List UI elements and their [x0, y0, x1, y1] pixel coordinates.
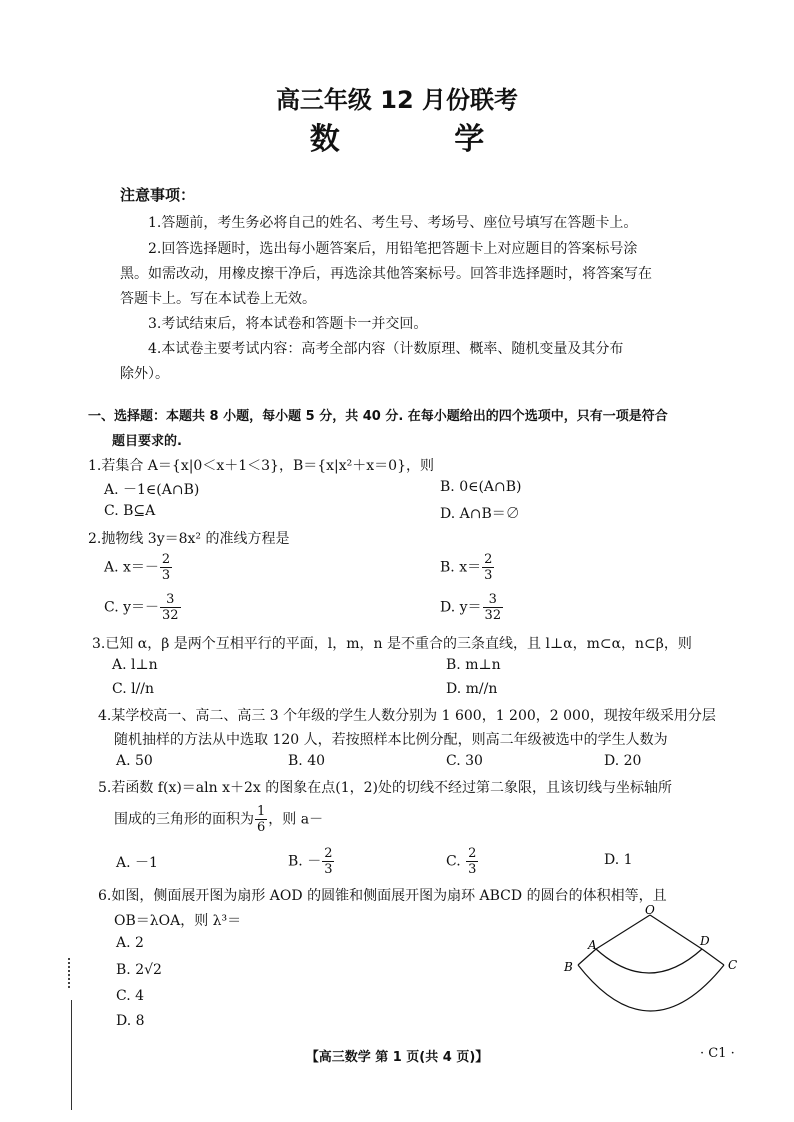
q1-option-a: A. －1∈(A∩B): [104, 482, 200, 498]
q5-stem-fraction: [255, 804, 267, 835]
q3-stem: 3.已知 α，β 是两个互相平行的平面，l，m，n 是不重合的三条直线，且 l⊥α，m⊂α，n⊂β，则: [92, 636, 692, 652]
note-2-line2: 黑。如需改动，用橡皮擦干净后，再选涂其他答案标号。回答非选择题时，将答案写在: [120, 266, 652, 282]
q4-option-d: D. 20: [604, 753, 642, 769]
sector-ring-figure: [556, 905, 746, 1035]
q5-option-c-prefix: C.: [446, 853, 466, 870]
q2-option-c: [104, 592, 182, 623]
q5-option-b-fraction: [322, 846, 334, 877]
q3-option-c: C. l//n: [112, 681, 155, 697]
note-4-line1: 4.本试卷主要考试内容：高考全部内容（计数原理、概率、随机变量及其分布: [148, 341, 624, 357]
q2-option-d: [440, 592, 504, 623]
line-oa: [596, 915, 650, 949]
fraction-denominator: 3: [484, 568, 493, 583]
fraction-numerator: 3: [483, 592, 504, 608]
label-c: C: [728, 958, 738, 972]
q4-stem-line1: 4.某学校高一、高二、高三 3 个年级的学生人数分别为 1 600，1 200，2 000，现按年级采用分层: [98, 708, 716, 724]
q4-option-c: C. 30: [446, 753, 483, 769]
fraction-numerator: 2: [468, 846, 477, 861]
q2-option-b-prefix: B. x＝: [440, 559, 482, 576]
fraction-numerator: 2: [161, 552, 171, 567]
line-od: [650, 915, 702, 949]
fraction-denominator: 3: [161, 568, 171, 583]
notes-heading: 注意事项：: [120, 186, 196, 204]
q2-option-b-fraction: [482, 552, 494, 583]
fraction-numerator: 1: [257, 804, 266, 819]
q2-option-d-fraction: [483, 592, 504, 623]
q6-stem-line2: OB＝λOA，则 λ³＝: [114, 913, 242, 929]
q2-option-b: [440, 552, 495, 583]
q1-stem: 1.若集合 A＝{x|0＜x＋1＜3}，B＝{x|x²＋x＝0}，则: [88, 458, 434, 474]
exam-title: 高三年级 12 月份联考: [275, 86, 519, 114]
label-d: D: [700, 934, 710, 948]
note-2-line1: 2.回答选择题时，选出每小题答案后，用铅笔把答题卡上对应题目的答案标号涂: [148, 241, 638, 257]
q2-option-a-fraction: [160, 552, 172, 583]
q1-option-b: B. 0∈(A∩B): [440, 479, 522, 495]
q4-option-b: B. 40: [288, 753, 326, 769]
q3-option-a: A. l⊥n: [112, 657, 158, 673]
q2-option-a: [104, 552, 173, 583]
q1-option-d: D. A∩B＝∅: [440, 506, 520, 522]
arc-ad: [596, 949, 702, 973]
q1-option-c: C. B⊆A: [104, 503, 156, 519]
label-o: O: [645, 905, 655, 917]
binding-margin-dots: [68, 958, 74, 988]
note-3: 3.考试结束后，将本试卷和答题卡一并交回。: [148, 316, 428, 332]
q5-stem-prefix: 围成的三角形的面积为: [114, 811, 254, 828]
q6-option-b: B. 2√2: [116, 962, 162, 978]
arc-bc: [578, 965, 724, 1011]
q3-option-d: D. m//n: [446, 681, 498, 697]
fraction-numerator: 2: [324, 846, 333, 861]
section1-heading-line1: 一、选择题：本题共 8 小题，每小题 5 分，共 40 分. 在每小题给出的四个选项中，只有一项是符合: [88, 409, 668, 424]
q2-option-c-prefix: C. y＝－: [104, 599, 160, 616]
label-a: A: [588, 938, 597, 952]
q5-stem-suffix: ，则 a－: [268, 811, 324, 828]
fraction-denominator: 32: [162, 608, 179, 623]
q6-option-a: A. 2: [116, 935, 144, 951]
q4-stem-line2: 随机抽样的方法从中选取 120 人，若按照样本比例分配，则高二年级被选中的学生人数为: [114, 732, 668, 748]
page-footer: 【高三数学 第 1 页(共 4 页)】: [305, 1050, 489, 1065]
q2-stem: 2.抛物线 3y＝8x² 的准线方程是: [88, 531, 290, 547]
q2-option-c-fraction: [160, 592, 181, 623]
q5-stem-line2: [114, 804, 323, 835]
q6-option-c: C. 4: [116, 988, 145, 1004]
q5-stem-line1: 5.若函数 f(x)＝aln x＋2x 的图象在点(1，2)处的切线不经过第二象限，且该切线与坐标轴所: [98, 780, 672, 796]
label-b: B: [564, 960, 573, 974]
q5-option-b: [288, 846, 335, 877]
line-dc: [702, 949, 724, 965]
q5-option-a: A. －1: [116, 855, 158, 871]
q6-stem-line1: 6.如图，侧面展开图为扇形 AOD 的圆锥和侧面展开图为扇环 ABCD 的圆台的体积相等，且: [98, 888, 667, 904]
subject-title: 数 学: [309, 122, 537, 157]
section1-heading-line2: 题目要求的.: [112, 434, 182, 449]
fraction-denominator: 3: [324, 862, 333, 877]
q5-option-c: [446, 846, 479, 877]
q5-option-c-fraction: [466, 846, 478, 877]
note-2-line3: 答题卡上。写在本试卷上无效。: [120, 291, 316, 307]
fraction-denominator: 32: [484, 608, 502, 623]
fraction-numerator: 3: [160, 592, 181, 608]
fraction-denominator: 6: [257, 820, 266, 835]
q5-option-d: D. 1: [604, 852, 633, 868]
q6-option-d: D. 8: [116, 1013, 145, 1029]
q2-option-d-prefix: D. y＝: [440, 599, 482, 616]
note-1: 1.答题前，考生务必将自己的姓名、考生号、考场号、座位号填写在答题卡上。: [148, 215, 638, 231]
q4-option-a: A. 50: [116, 753, 153, 769]
q2-option-a-prefix: A. x＝－: [104, 559, 159, 576]
note-4-line2: 除外）。: [120, 366, 169, 382]
q5-option-b-prefix: B. －: [288, 853, 322, 870]
paper-code: · C1 ·: [700, 1046, 735, 1061]
fraction-denominator: 3: [468, 862, 477, 877]
q3-option-b: B. m⊥n: [446, 657, 501, 673]
fraction-numerator: 2: [484, 552, 493, 567]
